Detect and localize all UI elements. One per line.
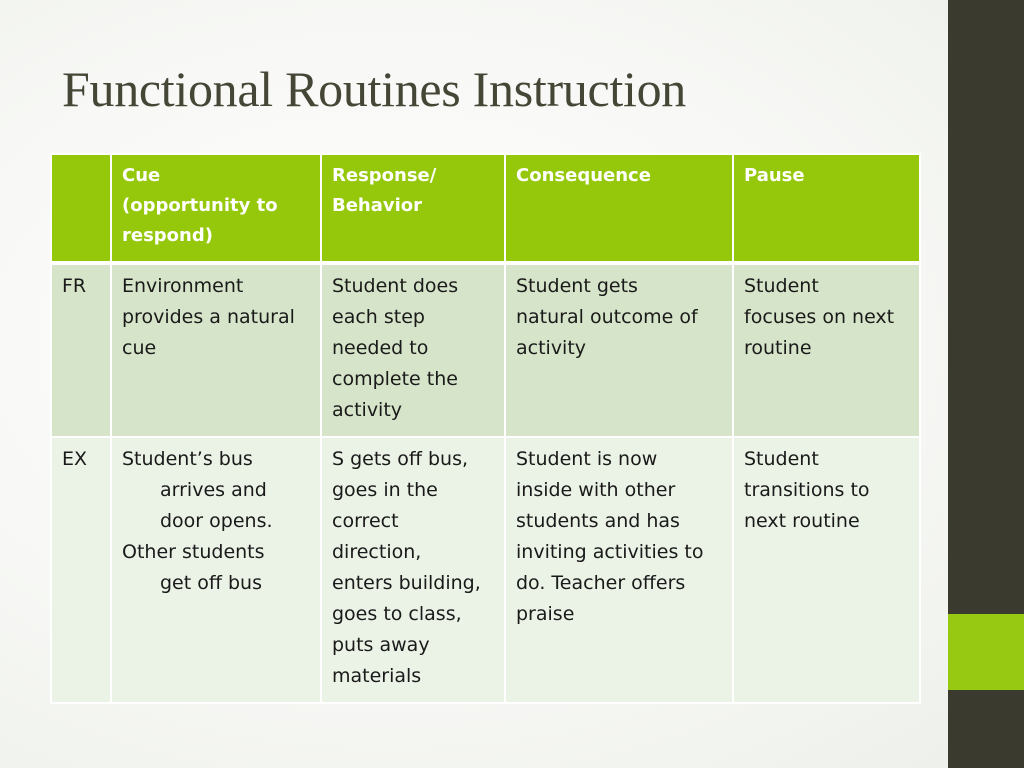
header-response [321, 154, 505, 263]
cell-line-indented: door opens. [160, 510, 273, 532]
header-cue [111, 154, 321, 263]
header-pause-line: Pause [744, 165, 805, 186]
cell-line: direction, [332, 541, 422, 563]
header-row [51, 154, 920, 263]
header-cue-line: (opportunity to [122, 195, 278, 216]
response-cell [321, 437, 505, 703]
cell-line: needed to [332, 337, 429, 359]
cell-line: Student [744, 448, 819, 470]
table-row-ex [51, 437, 920, 703]
response-cell [321, 263, 505, 437]
header-cue-line: Cue [122, 165, 161, 186]
cell-line: students and has [516, 510, 680, 532]
cell-line: provides a natural [122, 306, 295, 328]
consequence-cell [505, 437, 733, 703]
cell-line-indented: get off bus [160, 572, 262, 594]
table-row-fr [51, 263, 920, 437]
cell-line: Other students [122, 541, 265, 563]
cell-line: enters building, [332, 572, 481, 594]
cell-line: next routine [744, 510, 860, 532]
consequence-cell [505, 263, 733, 437]
cell-line: Student is now [516, 448, 658, 470]
cell-line: cue [122, 337, 157, 359]
header-consequence [505, 154, 733, 263]
cell-line: focuses on next [744, 306, 895, 328]
header-pause [733, 154, 920, 263]
header-consequence-line: Consequence [516, 165, 651, 186]
cell-line: goes in the [332, 479, 438, 501]
cell-line: complete the [332, 368, 458, 390]
cell-line: praise [516, 603, 575, 625]
cell-line: transitions to [744, 479, 870, 501]
cell-line: do. Teacher offers [516, 572, 686, 594]
cell-line: activity [332, 399, 403, 421]
cell-line: goes to class, [332, 603, 462, 625]
slide-title: Functional Routines Instruction [62, 61, 686, 117]
cell-line: S gets off bus, [332, 448, 469, 470]
row-label: FR [51, 263, 111, 437]
cue-cell [111, 437, 321, 703]
cell-line: Student gets [516, 275, 638, 297]
cell-line: natural outcome of [516, 306, 698, 328]
cell-line: each step [332, 306, 425, 328]
cell-line: Student [744, 275, 819, 297]
cell-line: Student does [332, 275, 459, 297]
cell-line: Student’s bus [122, 448, 253, 470]
routines-table [50, 153, 921, 704]
row-label: EX [51, 437, 111, 703]
cell-line: activity [516, 337, 587, 359]
pause-cell [733, 437, 920, 703]
cell-line: puts away [332, 634, 430, 656]
cell-line: materials [332, 665, 422, 687]
header-cell-empty [51, 154, 111, 263]
header-cue-line: respond) [122, 225, 213, 246]
cell-line: correct [332, 510, 399, 532]
header-response-line: Response/ [332, 165, 437, 186]
cell-line: inside with other [516, 479, 676, 501]
cell-line: Environment [122, 275, 244, 297]
cell-line: routine [744, 337, 812, 359]
header-response-line: Behavior [332, 195, 423, 216]
cell-line-indented: arrives and [160, 479, 267, 501]
sidebar-accent-block [948, 614, 1024, 690]
cue-cell [111, 263, 321, 437]
pause-cell [733, 263, 920, 437]
cell-line: inviting activities to [516, 541, 704, 563]
